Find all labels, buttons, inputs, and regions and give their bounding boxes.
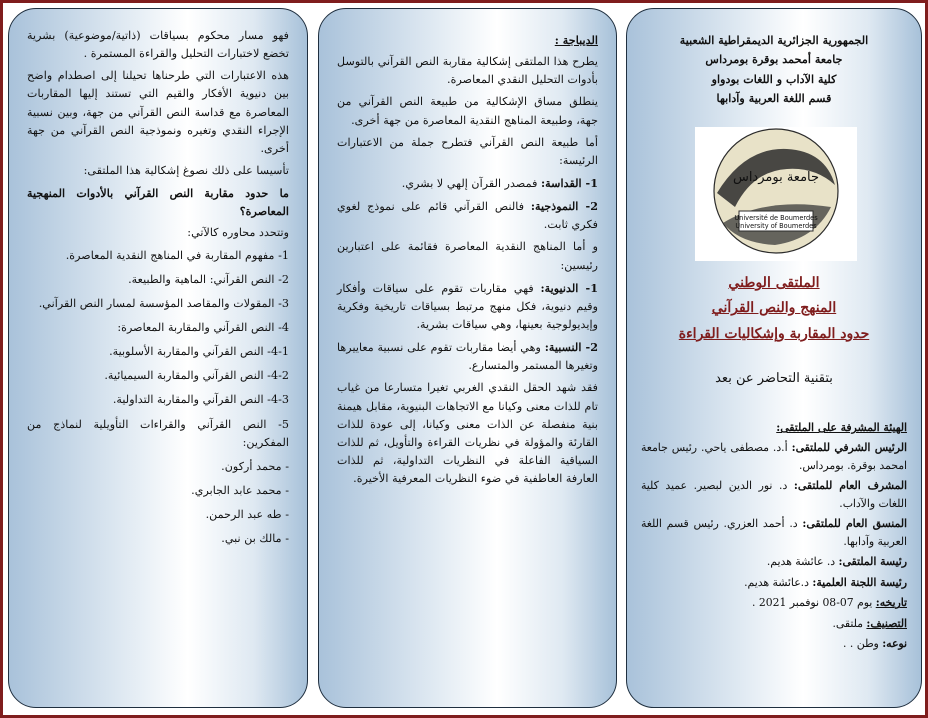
- logo-arabic-text: جامعة بومرداس: [732, 170, 820, 185]
- event-mode: بتقنية التحاضر عن بعد: [715, 371, 833, 386]
- preamble-paragraph-4: و أما المناهج النقدية المعاصرة فقائمة على اعتبارين رئيسين:: [337, 240, 598, 272]
- axis-item: 4-2- النص القرآني والمقاربة السيميائية.: [104, 369, 289, 383]
- consideration-text: فالنص القرآني قائم على نموذج لغوي فكري ثابت.: [337, 200, 598, 232]
- consideration-text: فمصدر القرآن إلهي لا بشري.: [401, 176, 541, 190]
- consideration-text: وهي أيضا مقاربات تقوم على نسبية معاييرها وتغيرها المستمر والمتسارع.: [337, 341, 598, 373]
- event-titles: [627, 271, 921, 347]
- preamble-heading: الديباجة :: [554, 33, 598, 47]
- panel1-paragraph-2: هذه الاعتبارات التي طرحناها تحيلنا إلى اصطدام واضح بين دنيوية الأفكار والقيم التي تستند إليها المقاربات المعاصرة مع قداسة النص القرآني من جهة، وبين نسبية الإجراء النقدي وتغيره ونموذجية النص القرآني من جهة أخرى.: [27, 69, 289, 155]
- event-type: [641, 635, 907, 652]
- event-chair: [641, 553, 907, 570]
- role-text: د. نور الدين لبصير. عميد كلية اللغات والآداب.: [641, 479, 907, 510]
- consideration-label: 1- الدنيوية:: [540, 280, 598, 295]
- committee-heading: الهيئة المشرفة على الملتقى:: [776, 421, 907, 434]
- axis-item: 3- المقولات والمقاصد المؤسسة لمسار النص القرآني.: [38, 296, 289, 310]
- preamble-paragraph-5: فقد شهد الحقل النقدي الغربي تغيرا متسارعا من غياب تام للذات معنى وكيانا مع الاتجاهات البنيوية، مقابل هيمنة بنية منفصلة عن الذات معنى وكيانا، إلى عودة للذات القارئة والمؤولة في نظريات القراءة والتأويل، ثم للذات السياقية الفاعلة في النظريات التداولية، ثم للذات العارفة العاطفية في ضوء النظريات المعرفية الأخيرة.: [337, 381, 598, 486]
- role-label: المشرف العام للملتقى:: [793, 479, 907, 493]
- axis-item: 2- النص القرآني: الماهية والطبيعة.: [128, 272, 289, 286]
- consideration-label: 2- النموذجية:: [530, 199, 598, 214]
- type-label: نوعه:: [882, 637, 907, 651]
- problem-question: ما حدود مقاربة النص القرآني بالأدوات المنهجية المعاصرة؟: [27, 186, 289, 219]
- role-label: الرئيس الشرفي للملتقى:: [791, 441, 907, 455]
- role-label: المنسق العام للملتقى:: [802, 517, 907, 531]
- department-name: قسم اللغة العربية وآدابها: [716, 90, 832, 105]
- thinker-item: - مالك بن نبي.: [221, 532, 289, 546]
- logo-french-text: Université de Boumerdes: [734, 214, 818, 222]
- event-title: الملتقى الوطني: [728, 275, 820, 291]
- brochure-panel-preamble: [318, 8, 617, 708]
- thinker-item: - محمد أركون.: [221, 459, 289, 473]
- university-logo: [695, 127, 857, 261]
- consideration-label: 1- القداسة:: [541, 175, 598, 190]
- consideration-worldliness: [337, 279, 598, 334]
- consideration-model: [337, 197, 598, 234]
- event-theme: حدود المقاربة وإشكاليات القراءة: [678, 325, 870, 342]
- consideration-relativity: [337, 338, 598, 375]
- institution-header: [627, 31, 921, 108]
- event-classification: [641, 615, 907, 632]
- axes-intro: وتتحدد محاوره كالآتي:: [187, 226, 289, 240]
- preamble-paragraph-2: ينطلق مساق الإشكالية من طبيعة النص القرآني من جهة، وطبيعة المناهج النقدية المعاصرة من جهة أخرى.: [337, 95, 598, 127]
- event-subtitle: المنهج والنص القرآني: [711, 300, 837, 317]
- axes-list: [27, 247, 289, 549]
- axis-item: 4- النص القرآني والمقاربة المعاصرة:: [117, 320, 289, 334]
- committee-info: [641, 419, 907, 656]
- role-label: رئيسة الملتقى:: [838, 555, 907, 569]
- scientific-committee-chair: [641, 574, 907, 591]
- axis-item: 4-1- النص القرآني والمقاربة الأسلوبية.: [109, 345, 289, 359]
- role-text: د.عائشة هديم.: [744, 575, 813, 589]
- role-text: أ.د. مصطفى ياحي. رئيس جامعة امحمد بوقرة. بومرداس.: [641, 441, 907, 472]
- honorary-president: [641, 439, 907, 474]
- axis-item: 4-3- النص القرآني والمقاربة التداولية.: [112, 393, 289, 407]
- republic-name: الجمهورية الجزائرية الديمقراطية الشعبية: [679, 33, 869, 47]
- consideration-text: فهي مقاربات تقوم على سياقات وأفكار وقيم دنيوية، فكل منهج مرتبط بسياقات تاريخية وفكرية وإيديولوجية بعينها، وهي سياقات بشرية.: [337, 281, 598, 331]
- thinker-item: - محمد عابد الجابري.: [191, 483, 289, 497]
- panel1-paragraph-3: تأسيسا على ذلك نصوغ إشكالية هذا الملتقى:: [83, 163, 289, 177]
- date-text: يوم 07-08 نوفمبر 2021 .: [752, 596, 876, 610]
- role-text: د. أحمد العزري. رئيس قسم اللغة العربية وآدابها.: [641, 517, 907, 548]
- consideration-label: 2- النسبية:: [544, 340, 598, 355]
- axis-item: 1- مفهوم المقاربة في المناهج النقدية المعاصرة.: [65, 248, 289, 262]
- date-label: تاريخه:: [875, 596, 907, 610]
- role-label: رئيسة اللجنة العلمية:: [812, 575, 907, 589]
- role-text: د. عائشة هديم.: [766, 555, 839, 569]
- type-text: وطن . .: [843, 637, 883, 651]
- event-date: [641, 594, 907, 611]
- faculty-name: كلية الآداب و اللغات بودواو: [711, 71, 837, 86]
- brochure-panel-cover: [626, 8, 922, 708]
- brochure-panel-axes: [8, 8, 308, 708]
- classification-label: التصنيف:: [866, 616, 907, 630]
- consideration-sanctity: [337, 174, 598, 193]
- axis-item: 5- النص القرآني والقراءات التأويلية لنماذج من المفكرين:: [27, 417, 289, 449]
- panel1-paragraph-1: فهو مسار محكوم بسياقات (ذاتية/موضوعية) بشرية تخضع لاختبارات التحليل والقراءة المستمرة .: [27, 29, 289, 61]
- university-name: جامعة أمحمد بوقرة بومرداس: [705, 52, 843, 67]
- general-coordinator: [641, 515, 907, 550]
- preamble-paragraph-1: يطرح هذا الملتقى إشكالية مقاربة النص القرآني بالتوسل بأدوات التحليل النقدي المعاصرة.: [337, 55, 598, 87]
- logo-english-text: University of Boumerdes: [735, 222, 817, 230]
- thinker-item: - طه عبد الرحمن.: [205, 508, 289, 522]
- preamble-paragraph-3: أما طبيعة النص القرآني فتطرح جملة من الاعتبارات الرئيسة:: [337, 135, 598, 167]
- general-supervisor: [641, 477, 907, 512]
- classification-text: ملتقى.: [832, 616, 867, 630]
